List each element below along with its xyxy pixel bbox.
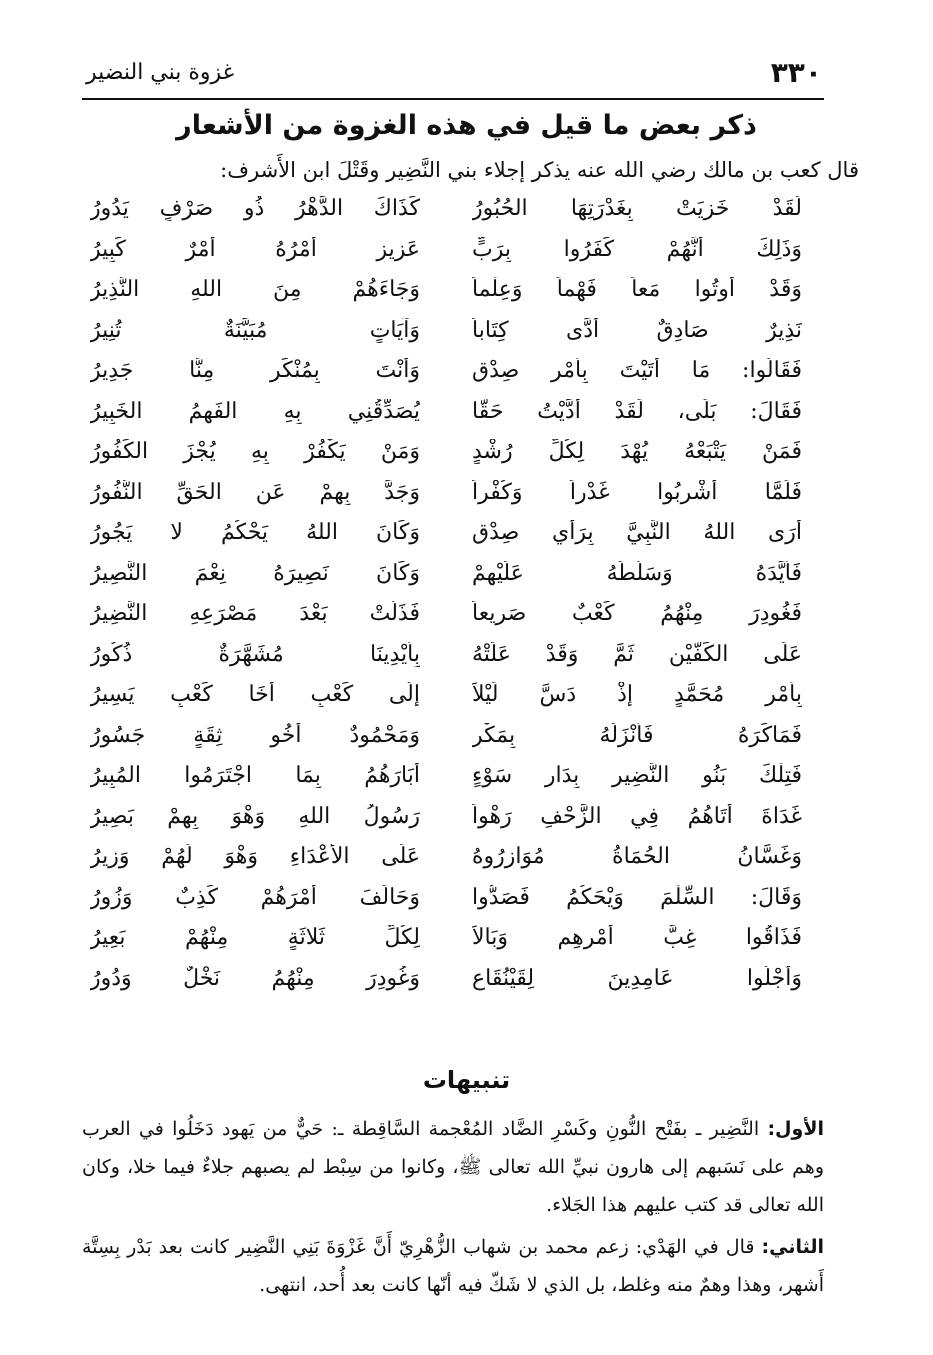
poem-verse [90,358,802,399]
poem-verse [90,925,802,966]
verse-second-hemistich: وَمَحْمُودٌ أَخُو ثِقَةٍ جَسُورُ [90,722,420,748]
verse-first-hemistich: وَغَسَّانُ الحُمَاةُ مُوَازِرُوهُ [472,844,802,869]
poem [90,196,802,1006]
verse-first-hemistich: غَدَاةَ أَتَاهُمُ فِي الزَّحْفِ رَهْواً [472,803,802,829]
poem-verse [90,520,802,561]
poem-verse [90,642,802,683]
verse-first-hemistich: فَغُودِرَ مِنْهُمُ كَعْبٌ صَرِيعاً [472,601,802,626]
verse-first-hemistich: عَلَى الكَفَّيْنِ ثَمَّ وَقَدْ عَلَتْهُ [472,641,802,667]
verse-second-hemistich: كَذَاكَ الدَّهْرُ ذُو صَرْفٍ يَدُورُ [90,196,420,221]
verse-second-hemistich: أَبَارَهُمُ بِمَا اجْتَرَمُوا المُبِيرُ [90,763,420,788]
verse-first-hemistich: فَلَمَّا أُشْرِبُوا غَدْراً وَكُفْراً [472,479,802,505]
notes-section [82,1110,824,1308]
poem-verse [90,885,802,926]
verse-first-hemistich: أَرَى اللهُ النَّبِيَّ بِرَأْيِ صِدْقٍ [472,520,802,545]
verse-second-hemistich: يُصَدِّقُنِي بِهِ الفَهِمُ الخَبِيرُ [90,398,420,424]
verse-second-hemistich: وَكَانَ نَصِيرَهُ نِعْمَ النَّصِيرُ [90,560,420,586]
poem-verse [90,480,802,521]
verse-first-hemistich: فَقَالَ: بَلَى، لَقَدْ أَدَّيْتُ حَقًّا [472,398,802,424]
verse-second-hemistich: وَجَاءَهُمْ مِنَ اللهِ النَّذِيرُ [90,277,420,302]
verse-first-hemistich: لَقَدْ خَزِيَتْ بِغَدْرَتِهَا الحُبُورُ [472,196,802,221]
poem-verse [90,277,802,318]
verse-second-hemistich: عَلَى الأَعْدَاءِ وَهْوَ لَهُمْ وَزِيرُ [90,844,420,869]
poem-introduction: قال كعب بن مالك رضي الله عنه يذكر إجلاء بني النَّضِير وقَتْلَ ابن الأَشرف: [220,158,859,182]
verse-first-hemistich: فَأَيَّدَهُ وَسَلَّطَهُ عَلَيْهِمْ [472,560,802,586]
poem-verse [90,439,802,480]
verse-second-hemistich: وَكَانَ اللهُ يَحْكُمُ لا يَجُورُ [90,520,420,545]
verse-second-hemistich: وَحَالَفَ أَمْرَهُمْ كَذِبٌ وَزُورُ [90,884,420,910]
note-text: النَّضِير ـ بفَتْح النُّونِ وكَسْرِ الضَّاد المُعْجمة السَّاقِطة ـ: حَيٌّ من يَهود دَخَلُوا في العرب وهم على نَسَبهم إلى هارون نبيِّ الله تعالى ﷺ، وكانوا من سِبْط لم يصبهم جلاءٌ فيما خلا، وكان الله تعالى قد كتب عليهم هذا الجَلاء. [82,1118,824,1216]
note-paragraph [82,1228,824,1304]
poem-verse [90,237,802,278]
verse-second-hemistich: عَزِيزٍ أَمْرُهُ أَمْرٌ كَبِيرُ [90,236,420,262]
note-text: قال في الهَدْي: زعم محمد بن شهاب الزُّهْرِيّ أَنَّ غَزْوَةَ بَنِي النَّضِير كانت بعد بَدْر بِسِتَّة أَشهر، وهذا وهمٌ منه وغلط، بل الذي لا شَكّ فيه أنّها كانت بعد أُحد، انتهى. [82,1236,824,1296]
verse-first-hemistich: فَتِلْكَ بَنُو النَّضِيرِ بِدَارِ سَوْءٍ [472,763,802,788]
poem-verse [90,196,802,237]
poem-verse [90,966,802,1007]
poem-verse [90,723,802,764]
verse-first-hemistich: فَذَاقُوا غِبَّ أَمْرِهِمِ وَبَالاً [472,925,802,950]
poem-verse [90,601,802,642]
poem-verse [90,804,802,845]
verse-second-hemistich: وَآيَاتٍ مُبَيَّنَةٌ تُنِيرُ [90,317,420,343]
verse-first-hemistich: فَقَالُوا: مَا أَتَيْتَ بِأَمْرِ صِدْقٍ [472,358,802,383]
notes-title: تنبيهات [422,1066,511,1094]
verse-second-hemistich: وَغُودِرَ مِنْهُمُ نَخْلٌ وَدُورُ [90,965,420,991]
verse-second-hemistich: وَمَنْ يَكْفُرْ بِهِ يُجْزَ الكَفُورُ [90,439,420,464]
verse-second-hemistich: لِكُلِّ ثَلاثَةٍ مِنْهُمْ بَعِيرُ [90,925,420,950]
page-number: ٣٣٠ [770,56,822,89]
note-label: الأول: [767,1118,824,1140]
page-header [82,52,824,100]
verse-second-hemistich: فَذَلَّتْ بَعْدَ مَصْرَعِهِ النَّضِيرُ [90,601,420,626]
verse-second-hemistich: وَجَدَّ بِهِمْ عَنِ الحَقِّ النُّفُورُ [90,479,420,505]
note-paragraph [82,1110,824,1224]
verse-first-hemistich: وَذَلِكَ أَنَّهُمْ كَفَرُوا بِرَبٍّ [472,236,802,262]
note-label: الثاني: [761,1236,824,1258]
poem-verse [90,561,802,602]
verse-first-hemistich: نَذِيرٌ صَادِقٌ أَدَّى كِتَاباً [472,317,802,343]
verse-first-hemistich: بِأَمْرِ مُحَمَّدٍ إِذْ دَسَّ لَيْلاً [472,682,802,707]
verse-first-hemistich: وَقَالَ: السِّلْمَ وَيْحَكُمُ فَصَدُّوا [472,884,802,910]
poem-verse [90,318,802,359]
section-title: ذكر بعض ما قيل في هذه الغزوة من الأشعار [176,110,757,141]
poem-verse [90,399,802,440]
verse-first-hemistich: فَمَاكَرَهُ فَأَنْزَلَهُ بِمَكْرٍ [472,722,802,748]
verse-first-hemistich: فَمَنْ يَتْبَعْهُ يُهْدَ لِكُلِّ رُشْدٍ [472,439,802,464]
verse-second-hemistich: رَسُولُ اللهِ وَهْوَ بِهِمْ بَصِيرُ [90,803,420,829]
verse-second-hemistich: بِأَيْدِينَا مُشَهَّرَةٌ ذُكُورُ [90,641,420,667]
poem-verse [90,682,802,723]
verse-first-hemistich: وَأُجْلُوا عَامِدِينَ لِقَيْنُقَاعٍ [472,965,802,991]
poem-verse [90,844,802,885]
verse-first-hemistich: وَقَدْ أُوتُوا مَعاً فَهْماً وَعِلْماً [472,277,802,302]
verse-second-hemistich: إِلَى كَعْبٍ أَخَا كَعْبٍ يَسِيرُ [90,682,420,707]
verse-second-hemistich: وَأَنْتَ بِمُنْكَرٍ مِنَّا جَدِيرُ [90,358,420,383]
poem-verse [90,763,802,804]
running-title: غزوة بني النضير [86,60,235,85]
